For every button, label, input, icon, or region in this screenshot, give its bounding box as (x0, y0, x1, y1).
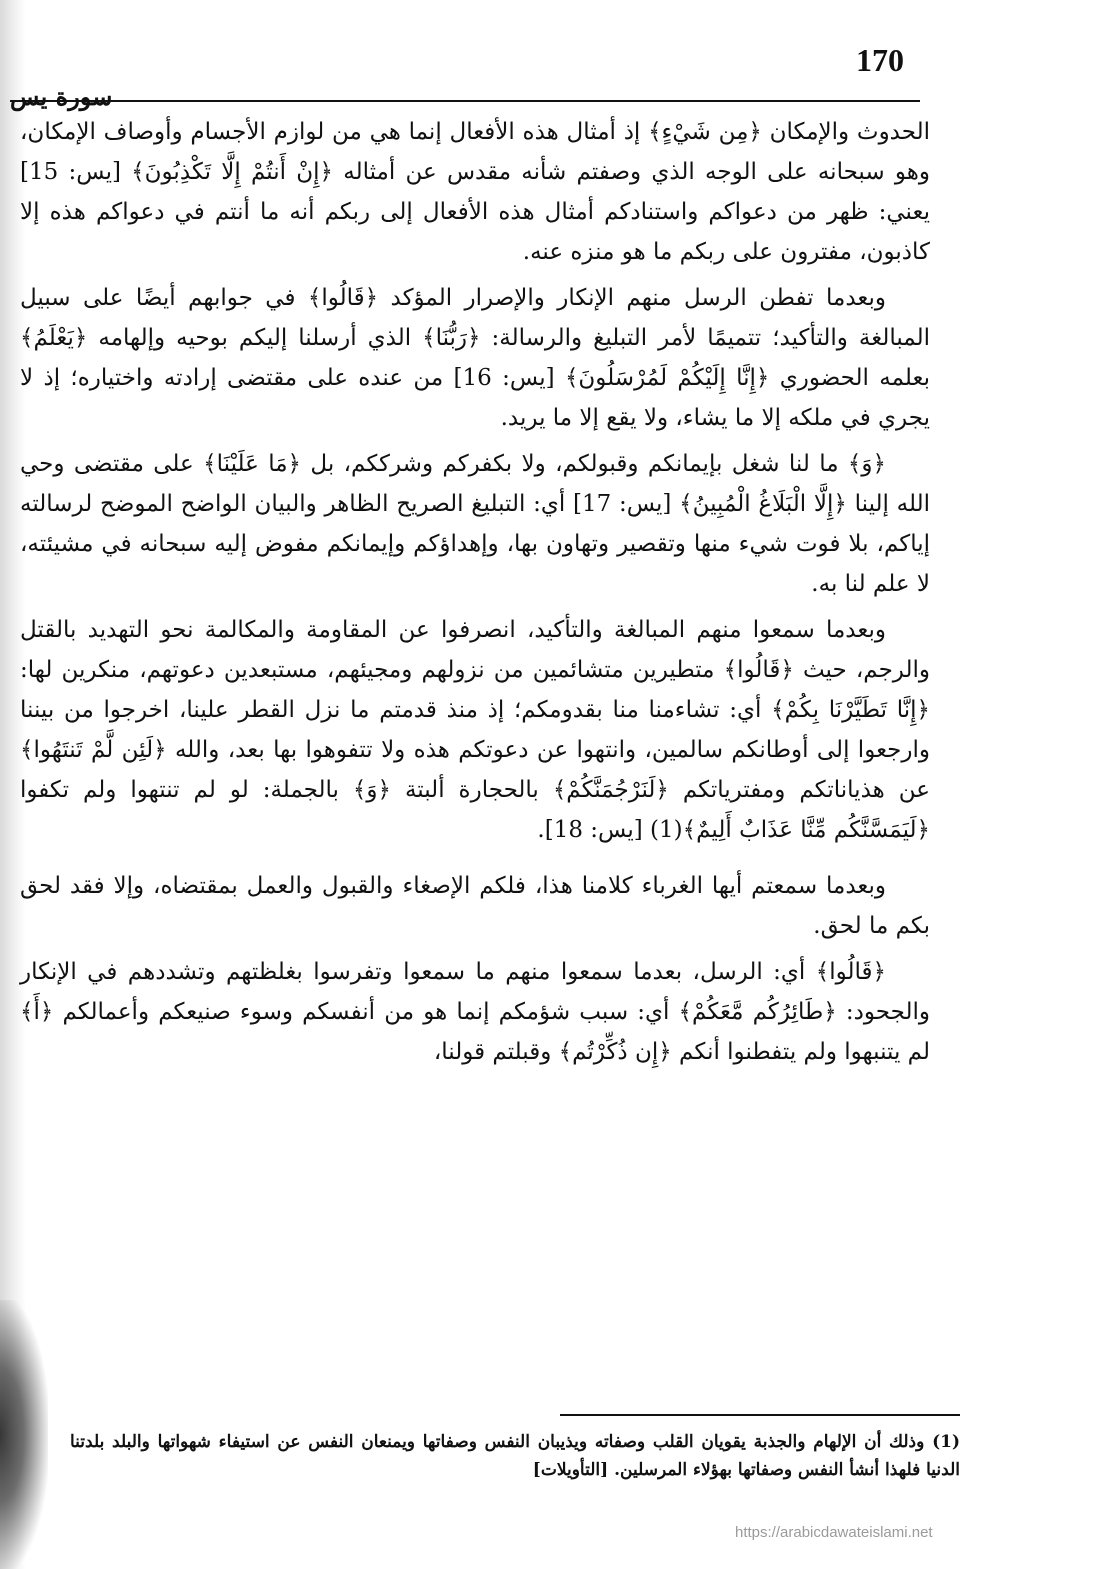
scan-ink-blot (0, 1300, 48, 1569)
header-divider (10, 100, 920, 102)
footnote: (1) وذلك أن الإلهام والجذبة يقويان القلب وصفاته ويذيبان النفس وصفاتها ويمنعان النفس عن استيفاء شهواتها والبلد بلدتنا الدنيا فلهذا أنشأ النفس وصفاتها بهؤلاء المرسلين. [التأويلات] (70, 1432, 960, 1480)
paragraph: ﴿وَ﴾ ما لنا شغل بإيمانكم وقبولكم، ولا بكفركم وشرككم، بل ﴿مَا عَلَيْنَا﴾ على مقتضى وحي الله إلينا ﴿إِلَّا الْبَلَاغُ الْمُبِينُ﴾ [يس: 17] أي: التبليغ الصريح الظاهر والبيان الواضح الموضح لرسالته إياكم، بلا فوت شيء منها وتقصير وتهاون بها، وإهداؤكم وإيمانكم مفوض إليه سبحانه في مشيئته، لا علم لنا به. (20, 451, 930, 597)
main-text (20, 112, 930, 1078)
watermark-url: https://arabicdawateislami.net (735, 1524, 933, 1541)
footnote-divider (560, 1414, 960, 1416)
paragraph: الحدوث والإمكان ﴿مِن شَيْءٍ﴾ إذ أمثال هذه الأفعال إنما هي من لوازم الأجسام وأوصاف الإمكان، وهو سبحانه على الوجه الذي وصفتم شأنه مقدس عن أمثاله ﴿إِنْ أَنتُمْ إِلَّا تَكْذِبُونَ﴾ [يس: 15] يعني: ظهر من دعواكم واستنادكم أمثال هذه الأفعال إلى ربكم أنه ما أنتم في دعواكم هذه إلا كاذبون، مفترون على ربكم ما هو منزه عنه. (20, 119, 930, 265)
paragraph: وبعدما سمعتم أيها الغرباء كلامنا هذا، فلكم الإصغاء والقبول والعمل بمقتضاه، وإلا فقد لحق بكم ما لحق. (20, 873, 930, 939)
paragraph: وبعدما سمعوا منهم المبالغة والتأكيد، انصرفوا عن المقاومة والمكالمة نحو التهديد بالقتل والرجم، حيث ﴿قَالُوا﴾ متطيرين متشائمين من نزولهم ومجيئهم، مستبعدين دعوتهم، منكرين لها: ﴿إِنَّا تَطَيَّرْنَا بِكُمْ﴾ أي: تشاءمنا منا بقدومكم؛ إذ منذ قدمتم ما نزل القطر علينا، اخرجوا من بيننا وارجعوا إلى أوطانكم سالمين، وانتهوا عن دعوتكم هذه ولا تتفوهوا بها بعد، والله ﴿لَئِن لَّمْ تَنتَهُوا﴾ عن هذياناتكم ومفترياتكم ﴿لَنَرْجُمَنَّكُمْ﴾ بالحجارة ألبتة ﴿وَ﴾ بالجملة: لو لم تنتهوا ولم تكفوا ﴿لَيَمَسَّنَّكُم مِّنَّا عَذَابٌ أَلِيمٌ﴾(1) [يس: 18]. (20, 617, 930, 843)
page-number: 170 (856, 42, 904, 78)
surah-title: سورة يس (10, 82, 113, 111)
paragraph: ﴿قَالُوا﴾ أي: الرسل، بعدما سمعوا منهم ما سمعوا وتفرسوا بغلظتهم وتشددهم في الإنكار والجحود: ﴿طَائِرُكُم مَّعَكُمْ﴾ أي: سبب شؤمكم إنما هو من أنفسكم وسوء صنيعكم وأعمالكم ﴿أَ﴾ لم يتنبهوا ولم يتفطنوا أنكم ﴿إِن ذُكِّرْتُم﴾ وقبلتم قولنا، (20, 959, 930, 1065)
paragraph: وبعدما تفطن الرسل منهم الإنكار والإصرار المؤكد ﴿قَالُوا﴾ في جوابهم أيضًا على سبيل المبالغة والتأكيد؛ تتميمًا لأمر التبليغ والرسالة: ﴿رَبُّنَا﴾ الذي أرسلنا إليكم بوحيه وإلهامه ﴿يَعْلَمُ﴾ بعلمه الحضوري ﴿إِنَّا إِلَيْكُمْ لَمُرْسَلُونَ﴾ [يس: 16] من عنده على مقتضى إرادته واختياره؛ إذ لا يجري في ملكه إلا ما يشاء، ولا يقع إلا ما يريد. (20, 285, 930, 431)
